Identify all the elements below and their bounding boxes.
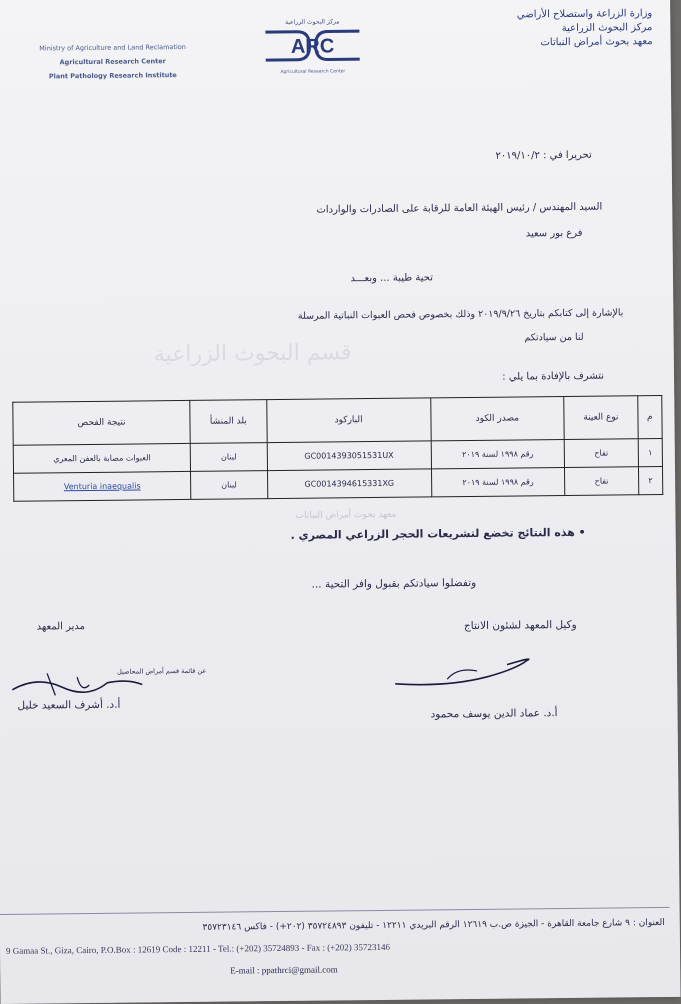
footer-email: E-mail : ppathrci@gmail.com bbox=[230, 964, 338, 976]
footer-divider bbox=[0, 907, 670, 915]
header-result: نتيجة الفحص bbox=[13, 400, 191, 445]
cell-origin: لبنان bbox=[191, 471, 268, 500]
institute-name-ar: معهد بحوث أمراض النباتات bbox=[540, 36, 653, 49]
footer-address-en: 9 Gamaa St., Giza, Cairo, P.O.Box : 12619 Code : 12211 - Tel.: (+202) 35724893 - Fax : (+202) 35723146 bbox=[5, 941, 391, 956]
logo-english-caption: Agricultural Research Center bbox=[280, 69, 346, 75]
logo-arabic-caption: مركز البحوث الزراعية bbox=[285, 18, 340, 26]
deputy-signature bbox=[387, 656, 537, 694]
results-table bbox=[12, 395, 663, 502]
reference-line-2: لنا من سيادتكم bbox=[524, 331, 584, 344]
arc-logo-icon bbox=[257, 25, 367, 66]
institute-name-en: Plant Pathology Research Institute bbox=[48, 71, 177, 81]
cell-code-source: رقم ١٩٩٨ لسنة ٢٠١٩ bbox=[431, 440, 565, 469]
notify-line: نتشرف بالإفادة بما يلي : bbox=[502, 370, 605, 383]
footer-address-ar: العنوان : ٩ شارع جامعة القاهرة - الجيزة ص.ب ١٢٦١٩ الرقم البريدي ١٢٢١١ - تليفون ٣٥٧٢٤٨٩٣ (٢٠٢+) - فاكس ٣٥٧٢٣١٤٦ bbox=[202, 917, 665, 933]
cell-no: ٢ bbox=[638, 466, 663, 494]
table-row bbox=[14, 466, 663, 501]
cell-result: العبوات مصابة بالعفن المعري bbox=[13, 443, 190, 473]
director-title: مدير المعهد bbox=[36, 621, 86, 633]
cell-result: Venturia inaequalis bbox=[14, 471, 191, 501]
faint-stamp-text: معهد بحوث أمراض النباتات bbox=[295, 509, 397, 521]
cell-origin: لبنان bbox=[190, 443, 267, 472]
header-sample-type: نوع العينة bbox=[564, 396, 638, 440]
addressee: السيد المهندس / رئيس الهيئة العامة للرقابة على الصادرات والواردات bbox=[316, 201, 603, 216]
header-barcode: الباركود bbox=[266, 398, 430, 443]
header-origin: بلد المنشأ bbox=[190, 400, 267, 444]
cell-barcode: GC0014394615331XG bbox=[267, 469, 431, 499]
header-code-source: مصدر الكود bbox=[430, 397, 564, 441]
signature-note: عن قائمة قسم أمراض المحاصيل bbox=[117, 666, 207, 676]
branch: فرع بور سعيد bbox=[525, 227, 583, 240]
cell-sample-type: تفاح bbox=[565, 467, 639, 496]
ministry-name-en: Ministry of Agriculture and Land Reclamation bbox=[39, 42, 186, 53]
director-name: أ.د. أشرف السعيد خليل bbox=[17, 698, 121, 712]
cell-code-source: رقم ١٩٩٨ لسنة ٢٠١٩ bbox=[431, 468, 565, 497]
greeting: تحية طيبة ... وبعـــد bbox=[350, 272, 434, 285]
cell-sample-type: تفاح bbox=[564, 439, 638, 468]
arabic-letterhead bbox=[452, 7, 652, 51]
header-no: م bbox=[637, 395, 662, 438]
logo-text: ARC bbox=[290, 35, 335, 58]
quarantine-note: • هذه النتائج تخضع لتشريعات الحجر الزراعي المصري . bbox=[290, 525, 586, 542]
english-letterhead bbox=[13, 40, 213, 84]
center-name-en: Agricultural Research Center bbox=[59, 57, 166, 67]
deputy-title: وكيل المعهد لشئون الانتاج bbox=[463, 618, 577, 633]
letter-date: تحريرا في : ٢٠١٩/١٠/٢ bbox=[495, 149, 592, 162]
arc-logo bbox=[252, 18, 373, 75]
deputy-name: أ.د. عماد الدين يوسف محمود bbox=[430, 707, 558, 721]
center-name-ar: مركز البحوث الزراعية bbox=[561, 22, 653, 35]
reference-line: بالإشارة إلى كتابكم بتاريخ ٢٠١٩/٩/٢٦ وذلك بخصوص فحص العبوات النباتية المرسلة bbox=[297, 307, 624, 322]
table-header-row bbox=[13, 395, 662, 445]
cell-barcode: GC0014393051531UX bbox=[267, 441, 431, 471]
ministry-name-ar: وزارة الزراعة واستصلاح الأراضي bbox=[516, 8, 653, 21]
closing-line: وتفضلوا سيادتكم بقبول وافر التحية ... bbox=[311, 576, 477, 591]
cell-no: ١ bbox=[638, 438, 663, 466]
watermark: قسم البحوث الزراعية bbox=[153, 340, 352, 368]
